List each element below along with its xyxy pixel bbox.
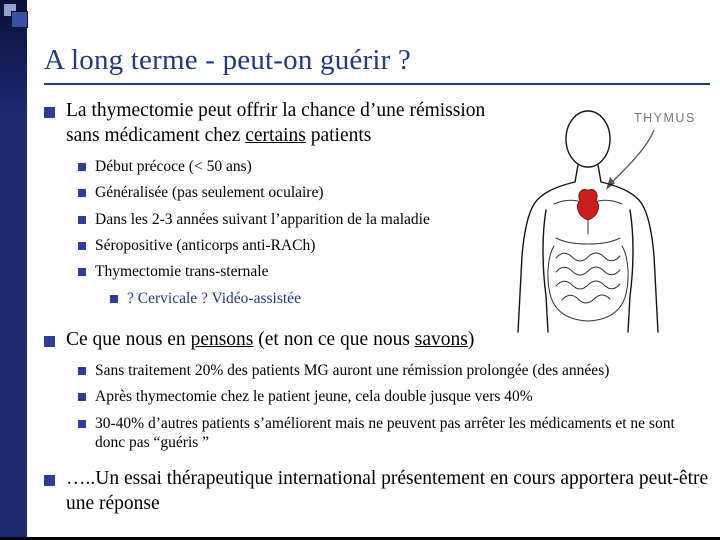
bullet-square-icon [78, 189, 86, 197]
intestine-coil [556, 267, 620, 275]
bullet-square-icon [78, 216, 86, 224]
bullet-square-icon [110, 295, 118, 303]
bullet-square-icon [78, 367, 86, 375]
bullet-essai-therapeutique [44, 467, 712, 517]
bullet-text: ? Cervicale ? Vidéo-assistée [127, 289, 301, 307]
thymus-gland [577, 190, 598, 220]
intestine-coil [556, 281, 620, 289]
bullet-item [78, 387, 712, 406]
bullet-square-icon [78, 393, 86, 401]
bullet-square-icon [44, 475, 55, 486]
bullet-item [78, 414, 712, 453]
bullet-square-icon [78, 242, 86, 250]
text-segment: (et non ce que nous [253, 329, 415, 351]
text-segment: ) [467, 329, 475, 351]
bullet-square-icon [78, 268, 86, 276]
bullet-text [66, 99, 496, 149]
diaphragm-line [556, 238, 620, 244]
left-bar [0, 0, 27, 540]
bullet-text [66, 328, 474, 353]
thymus-arrow [608, 130, 654, 186]
underlined-word: certains [245, 124, 306, 146]
bullet-text: Thymectomie trans-sternale [95, 263, 269, 281]
bullet-square-icon [78, 420, 86, 428]
bullet-square-icon [78, 163, 86, 171]
title-rule [44, 83, 710, 85]
text-segment: patients [305, 124, 372, 146]
bullet-text: Après thymectomie chez le patient jeune, cela double jusque vers 40% [95, 388, 533, 406]
bullet-text: …..Un essai thérapeutique international présentement en cours apportera peut-être une réponse [66, 467, 709, 514]
bullet-text: 30-40% d’autres patients s’améliorent mais ne peuvent pas arrêter les médicaments et ne sont donc pas “guéris ” [95, 414, 675, 452]
right-torso-line [628, 210, 633, 332]
bullet-text: Début précoce (< 50 ans) [95, 157, 252, 175]
thymus-label: THYMUS [634, 111, 696, 125]
thymus-anatomy-figure [496, 106, 710, 336]
decor-square-2 [11, 11, 28, 28]
bullet-text: Sans traitement 20% des patients MG auront une rémission prolongée (des années) [95, 362, 610, 380]
bullet-square-icon [44, 107, 55, 118]
head-outline [566, 111, 610, 167]
text-segment: La thymectomie peut offrir la chance d’une rémission sans médicament chez [66, 100, 486, 146]
intestine-coil [556, 253, 620, 261]
bullet-text: Dans les 2-3 années suivant l’apparition de la maladie [95, 210, 430, 228]
intestine-coil [562, 295, 610, 303]
underlined-word: pensons [190, 329, 254, 351]
underlined-word: savons [414, 329, 468, 351]
bullet-text: Séropositive (anticorps anti-RACh) [95, 237, 316, 255]
text-segment: Ce que nous en [66, 329, 191, 351]
bullet-item [78, 361, 712, 380]
left-torso-line [543, 210, 548, 332]
slide-title: A long terme - peut-on guérir ? [44, 44, 411, 76]
bullet-square-icon [44, 336, 55, 347]
bullet-text: Généralisée (pas seulement oculaire) [95, 184, 324, 202]
